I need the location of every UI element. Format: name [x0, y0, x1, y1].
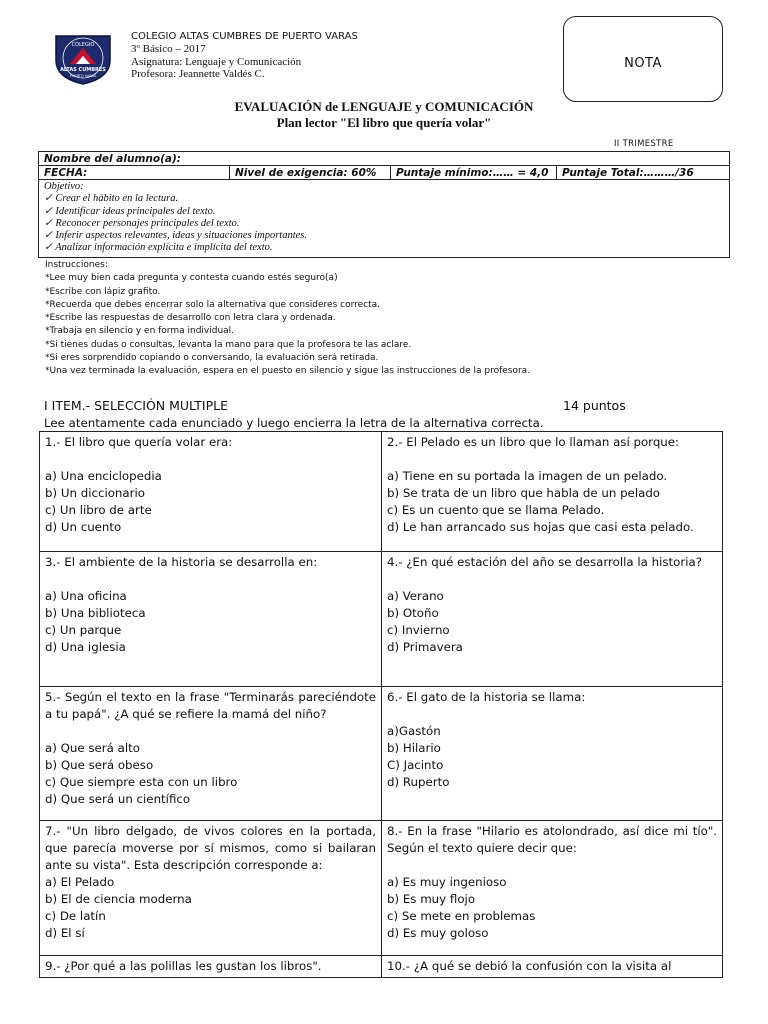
- question-text: 10.- ¿A qué se debió la confusión con la visita al: [387, 959, 672, 973]
- option[interactable]: a) Tiene en su portada la imagen de un pelado.: [387, 469, 668, 483]
- question-text: 7.- "Un libro delgado, de vivos colores en la portada, que parecía moverse por sí mismos, como si bailaran ante su vista". Esta descripción corresponde a:: [45, 824, 376, 872]
- logo-bottom-text: ALTAS CUMBRES: [60, 67, 106, 73]
- option[interactable]: b) Otoño: [387, 606, 439, 620]
- option[interactable]: b) Que será obeso: [45, 758, 154, 772]
- option[interactable]: C) Jacinto: [387, 758, 444, 772]
- logo-ring-text: PUERTO VARAS: [69, 74, 97, 78]
- section-title: I ITEM.- SELECCIÓN MULTIPLE: [44, 398, 229, 413]
- term-label: II TRIMESTRE: [614, 139, 674, 149]
- question-cell: [382, 687, 723, 821]
- objective-item: ✓ Crear el hábito en la lectura.: [44, 193, 179, 205]
- instructions: [45, 259, 530, 379]
- objectives-box: [38, 180, 730, 258]
- option[interactable]: a)Gastón: [387, 724, 441, 738]
- instruction-item: *Una vez terminada la evaluación, espera en el puesto en silencio y sigue las instrucciones de la profesora.: [45, 366, 531, 377]
- school-info: [131, 30, 358, 81]
- objective-item: ✓ Reconocer personajes principales del texto.: [44, 217, 240, 229]
- option[interactable]: c) Que siempre esta con un libro: [45, 775, 238, 789]
- option[interactable]: b) Se trata de un libro que habla de un pelado: [387, 486, 661, 500]
- logo-top-text: COLEGIO: [71, 42, 95, 48]
- instruction-item: *Recuerda que debes encerrar solo la alternativa que consideres correcta.: [45, 299, 381, 310]
- student-name-field[interactable]: Nombre del alumno(a):: [39, 152, 730, 166]
- option[interactable]: b) Hilario: [387, 741, 441, 755]
- instruction-item: *Escribe las respuestas de desarrollo con letra clara y ordenada.: [45, 313, 336, 324]
- grade: 3º Básico – 2017: [131, 43, 206, 55]
- question-cell: [40, 821, 382, 956]
- school-logo: [52, 30, 114, 86]
- instruction-item: *Trabaja en silencio y en forma individual.: [45, 326, 235, 337]
- school-name: COLEGIO ALTAS CUMBRES DE PUERTO VARAS: [131, 31, 358, 42]
- question-text: 8.- En la frase "Hilario es atolondrado, así dice mi tío". Según el texto quiere decir que:: [387, 824, 717, 855]
- page-title: EVALUACIÓN de LENGUAJE y COMUNICACIÓN: [234, 99, 534, 114]
- option[interactable]: d) Es muy goloso: [387, 926, 489, 940]
- option[interactable]: b) Es muy flojo: [387, 892, 476, 906]
- option[interactable]: c) Un libro de arte: [45, 503, 152, 517]
- question-cell: [40, 432, 382, 552]
- subject: Asignatura: Lenguaje y Comunicación: [131, 55, 302, 68]
- objective-item: ✓ Identificar ideas principales del texto.: [44, 205, 216, 217]
- option[interactable]: b) Una biblioteca: [45, 606, 146, 620]
- question-text: 4.- ¿En qué estación del año se desarrolla la historia?: [387, 555, 702, 569]
- option[interactable]: d) Un cuento: [45, 520, 122, 534]
- option[interactable]: c) Un parque: [45, 623, 122, 637]
- level-label: Nivel de exigencia: 60%: [230, 166, 391, 180]
- option[interactable]: a) Verano: [387, 589, 444, 603]
- option[interactable]: b) Un diccionario: [45, 486, 145, 500]
- option[interactable]: a) Que será alto: [45, 741, 140, 755]
- question-text: 3.- El ambiente de la historia se desarrolla en:: [45, 555, 318, 569]
- nota-label: NOTA: [624, 55, 662, 71]
- option[interactable]: d) Que será un científico: [45, 792, 191, 806]
- option[interactable]: c) Invierno: [387, 623, 450, 637]
- option[interactable]: d) Primavera: [387, 640, 463, 654]
- instruction-item: *Si tienes dudas o consultas, levanta la mano para que la profesora te las aclare.: [45, 339, 412, 350]
- question-text: 1.- El libro que quería volar era:: [45, 435, 233, 449]
- page-subtitle: Plan lector "El libro que quería volar": [276, 115, 492, 130]
- question-cell: [40, 687, 382, 821]
- question-text: 6.- El gato de la historia se llama:: [387, 690, 586, 704]
- option[interactable]: d) Una iglesia: [45, 640, 126, 654]
- objective-item: ✓ Analizar información explícita e implícita del texto.: [44, 242, 273, 254]
- question-text: 2.- El Pelado es un libro que lo llaman así porque:: [387, 435, 680, 449]
- instruction-item: *Escribe con lápiz grafito.: [45, 286, 161, 297]
- question-cell: [382, 956, 723, 978]
- objective-item: ✓ Inferir aspectos relevantes, ideas y situaciones importantes.: [44, 230, 307, 242]
- total-score-label: Puntaje Total:………/36: [557, 166, 730, 180]
- option[interactable]: c) De latín: [45, 909, 106, 923]
- section-points: 14 puntos: [563, 398, 626, 413]
- question-cell: [382, 432, 723, 552]
- option[interactable]: a) Una enciclopedia: [45, 469, 162, 483]
- section-instructions: Lee atentamente cada enunciado y luego encierra la letra de la alternativa correcta.: [44, 416, 544, 430]
- option[interactable]: d) Le han arrancado sus hojas que casi esta pelado.: [387, 520, 694, 534]
- question-cell: [382, 552, 723, 687]
- option[interactable]: a) Es muy ingenioso: [387, 875, 507, 889]
- date-field[interactable]: FECHA:: [39, 166, 230, 180]
- option[interactable]: d) Ruperto: [387, 775, 450, 789]
- option[interactable]: b) El de ciencia moderna: [45, 892, 192, 906]
- teacher: Profesora: Jeannette Valdés C.: [131, 68, 265, 80]
- question-text: 5.- Según el texto en la frase "Terminarás pareciéndote a tu papá". ¿A qué se refiere la mamá del niño?: [45, 690, 376, 721]
- objectives-heading: Objetivo:: [44, 181, 84, 192]
- option[interactable]: a) El Pelado: [45, 875, 115, 889]
- instruction-item: *Si eres sorprendido copiando o conversando, la evaluación será retirada.: [45, 353, 379, 364]
- question-text: 9.- ¿Por qué a las polillas les gustan los libros".: [45, 959, 322, 973]
- min-score-label: Puntaje mínimo:…… = 4,0: [391, 166, 557, 180]
- instructions-heading: Instrucciones:: [45, 260, 108, 270]
- option[interactable]: a) Una oficina: [45, 589, 127, 603]
- questions-table: [39, 431, 723, 978]
- grade-box: [563, 16, 723, 102]
- option[interactable]: c) Se mete en problemas: [387, 909, 536, 923]
- question-cell: [40, 956, 382, 978]
- option[interactable]: c) Es un cuento que se llama Pelado.: [387, 503, 605, 517]
- instruction-item: *Lee muy bien cada pregunta y contesta cuando estés seguro(a): [45, 273, 338, 284]
- question-cell: [382, 821, 723, 956]
- option[interactable]: d) El sí: [45, 926, 85, 940]
- question-cell: [40, 552, 382, 687]
- student-info-table: [38, 151, 730, 180]
